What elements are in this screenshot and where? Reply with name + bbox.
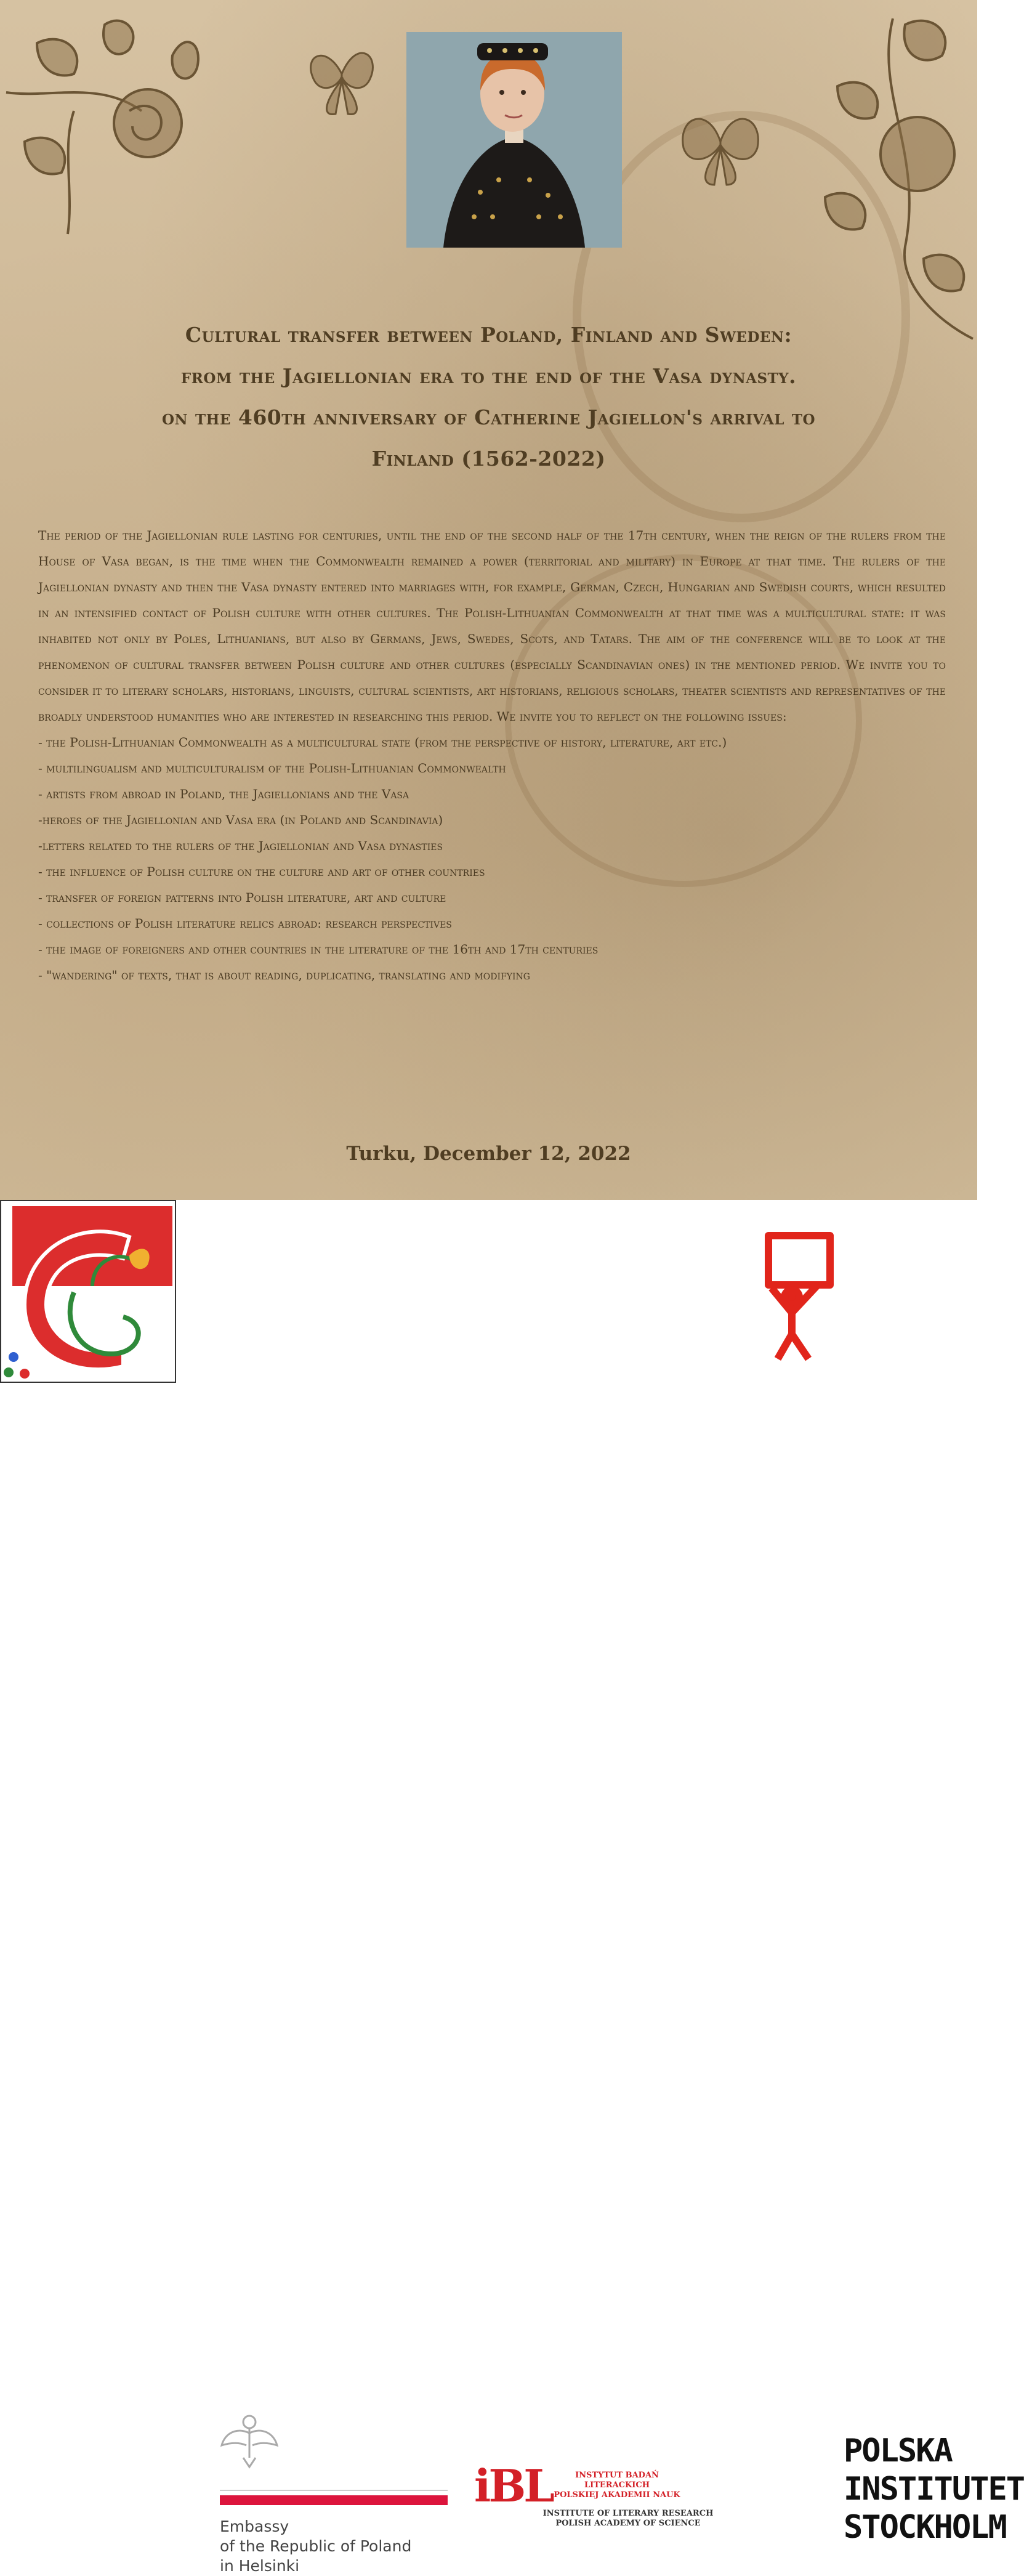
conference-title — [55, 314, 922, 479]
place-and-date: Turku, December 12, 2022 — [346, 1143, 631, 1165]
embassy-name — [220, 2517, 411, 2576]
title-line: Finland (1562-2022) — [371, 447, 606, 471]
ibl-logo-mark: iBL — [474, 2460, 552, 2512]
issue-item: -letters related to the rulers of the Jagiellonian and Vasa dynasties — [38, 838, 443, 853]
pis-line: POLSKA — [844, 2432, 952, 2469]
poster — [0, 0, 977, 1200]
embassy-line: Embassy — [220, 2517, 289, 2535]
issue-item: - the influence of Polish culture on the culture and art of other countries — [38, 864, 485, 879]
portrait-catherine-jagiellon — [406, 32, 622, 248]
issues-list — [38, 729, 946, 988]
issue-item: - the image of foreigners and other countries in the literature of the 16th and 17th centuries — [38, 942, 599, 957]
ornamental-c-logo — [0, 1200, 176, 1383]
polish-eagle-emblem-icon — [219, 2408, 280, 2470]
pis-line: STOCKHOLM — [844, 2509, 1006, 2546]
polska-institutet-figure-icon — [750, 1229, 836, 1365]
conference-description — [38, 522, 946, 988]
flower-illustration-right — [800, 0, 977, 345]
partner-logos-footer — [0, 1200, 1024, 2575]
issue-item: -heroes of the Jagiellonian and Vasa era (in Poland and Scandinavia) — [38, 812, 443, 827]
flower-illustration-left — [0, 6, 222, 240]
butterfly-illustration — [302, 31, 382, 123]
pis-line: INSTITUTET — [844, 2471, 1024, 2508]
ibl-polish-line: POLSKIEJ AKADEMII NAUK — [554, 2490, 680, 2500]
ibl-english-line: INSTITUTE OF LITERARY RESEARCH — [542, 2509, 714, 2518]
ibl-institute-name — [536, 2471, 720, 2529]
embassy-flag-bar-red — [220, 2495, 448, 2505]
embassy-line: of the Republic of Poland — [220, 2537, 412, 2555]
portrait-image — [406, 32, 622, 248]
ibl-english-line: POLISH ACADEMY OF SCIENCE — [555, 2519, 701, 2528]
polska-institutet-name — [844, 2432, 1024, 2546]
ibl-polish-line: INSTYTUT BADAŃ LITERACKICH — [575, 2471, 659, 2490]
issue-item: - transfer of foreign patterns into Polish literature, art and culture — [38, 890, 446, 905]
issue-item: - "wandering" of texts, that is about reading, duplicating, translating and modifying — [38, 968, 530, 982]
embassy-line: in Helsinki — [220, 2557, 300, 2575]
embassy-flag-bar — [220, 2490, 448, 2491]
issue-item: - the Polish-Lithuanian Commonwealth as a multicultural state (from the perspective of history, literature, art etc.) — [38, 735, 727, 750]
title-line: on the 460th anniversary of Catherine Jagiellon's arrival to — [161, 405, 816, 429]
issue-item: - artists from abroad in Poland, the Jagiellonians and the Vasa — [38, 787, 409, 801]
intro-paragraph: The period of the Jagiellonian rule lasting for centuries, until the end of the second half of the 17th century, when the reign of the rulers from the House of Vasa began, is the time when the Commonwealth remained a power (territorial and military) in Europe at that time. The rulers of the Jagiellonian dynasty and then the Vasa dynasty entered into marriages with, for example, German, Czech, Hungarian and Swedish courts, which resulted in an intensified contact of Polish culture with other cultures. The Polish-Lithuanian Commonwealth at that time was a multicultural state: it was inhabited not only by Poles, Lithuanians, but also by Germans, Jews, Swedes, Scots, and Tatars. The aim of the conference will be to look at the phenomenon of cultural transfer between Polish culture and other cultures (especially Scandinavian ones) in the mentioned period. We invite you to consider it to literary scholars, historians, linguists, cultural scientists, art historians, religious scholars, theater scientists and representatives of the broadly understood humanities who are interested in researching this period. We invite you to reflect on the following issues: — [38, 528, 946, 724]
title-line: from the Jagiellonian era to the end of the Vasa dynasty. — [180, 364, 797, 388]
butterfly-illustration — [671, 99, 770, 191]
issue-item: - collections of Polish literature relics abroad: research perspectives — [38, 916, 452, 931]
issue-item: - multilingualism and multiculturalism of the Polish-Lithuanian Commonwealth — [38, 761, 506, 776]
title-line: Cultural transfer between Poland, Finland and Sweden: — [185, 323, 792, 347]
